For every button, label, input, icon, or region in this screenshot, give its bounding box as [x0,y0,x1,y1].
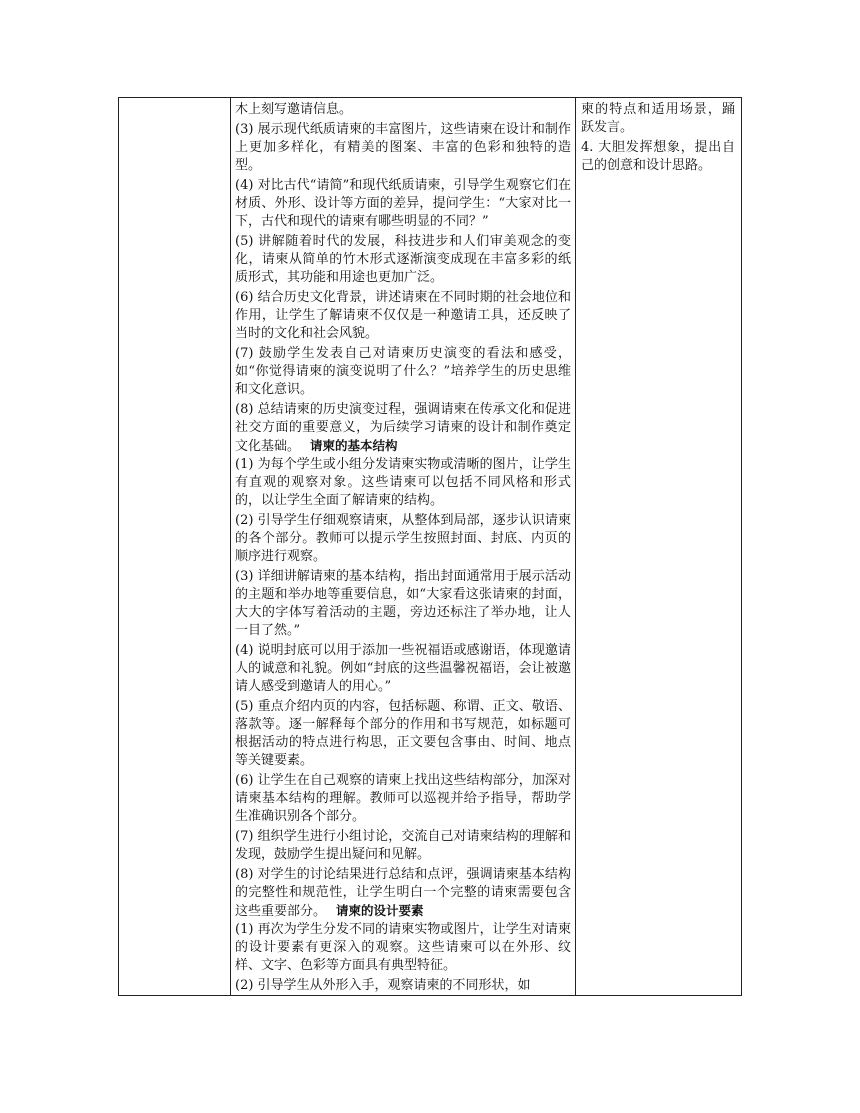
paragraph-text: (8) 总结请柬的历史演变过程，强调请柬在传承文化和促进社交方面的重要意义，为后续学习请柬的设计和制作奠定文化基础。 [235,402,571,454]
paragraph-text: (8) 对学生的讨论结果进行总结和点评，强调请柬基本结构的完整性和规范性，让学生明白一个完整的请柬需要包含这些重要部分。 [235,867,571,919]
paragraph: (2) 引导学生仔细观察请柬，从整体到局部，逐步认识请柬的各个部分。教师可以提示学生按照封面、封底、内页的顺序进行观察。 [235,513,571,564]
paragraph: (2) 引导学生从外形入手，观察请柬的不同形状，如 [235,978,531,993]
paragraph: (7) 鼓励学生发表自己对请柬历史演变的看法和感受，如“你觉得请柬的演变说明了什么？”培养学生的历史思维和文化意识。 [235,346,571,397]
section-heading: 请柬的设计要素 [336,903,424,918]
paragraph: 4. 大胆发挥想象，提出自己的创意和设计思路。 [581,140,735,173]
paragraph [235,866,571,921]
paragraph: (6) 让学生在自己观察的请柬上找出这些结构部分，加深对请柬基本结构的理解。教师可以巡视并给予指导，帮助学生准确识别各个部分。 [235,773,571,824]
paragraph: (7) 组织学生进行小组讨论，交流自己对请柬结构的理解和发现，鼓励学生提出疑问和见解。 [235,829,571,862]
paragraph: (4) 说明封底可以用于添加一些祝福语或感谢语，体现邀请人的诚意和礼貌。例如“封底的这些温馨祝福语，会让被邀请人感受到邀请人的用心。” [235,643,571,694]
paragraph: (3) 展示现代纸质请柬的丰富图片，这些请柬在设计和制作上更加多样化，有精美的图案、丰富的色彩和独特的造型。 [235,122,571,173]
paragraph: 柬的特点和适用场景，踊跃发言。 [581,102,735,135]
column-divider [575,98,576,995]
lesson-plan-table [118,97,742,996]
paragraph: (4) 对比古代“请简”和现代纸质请柬，引导学生观察它们在材质、外形、设计等方面的差异，提问学生：“大家对比一下，古代和现代的请柬有哪些明显的不同？” [235,178,571,229]
column-divider [230,98,231,995]
paragraph: (5) 讲解随着时代的发展，科技进步和人们审美观念的变化，请柬从简单的竹木形式逐渐演变成现在丰富多彩的纸质形式，其功能和用途也更加广泛。 [235,234,571,285]
paragraph: (5) 重点介绍内页的内容，包括标题、称谓、正文、敬语、落款等。逐一解释每个部分的作用和书写规范，如标题可根据活动的特点进行构思，正文要包含事由、时间、地点等关键要素。 [235,699,571,768]
teaching-content-cell [235,101,571,995]
paragraph: (6) 结合历史文化背景，讲述请柬在不同时期的社会地位和作用，让学生了解请柬不仅仅是一种邀请工具，还反映了当时的文化和社会风貌。 [235,290,571,341]
paragraph: (1) 为每个学生或小组分发请柬实物或清晰的图片，让学生有直观的观察对象。这些请柬可以包括不同风格和形式的，以让学生全面了解请柬的结构。 [235,457,571,508]
student-activity-cell [581,101,735,175]
section-heading: 请柬的基本结构 [310,438,398,453]
paragraph: (3) 详细讲解请柬的基本结构，指出封面通常用于展示活动的主题和举办地等重要信息，如“大家看这张请柬的封面，大大的字体写着活动的主题，旁边还标注了举办地，让人一目了然。” [235,569,571,638]
paragraph: (1) 再次为学生分发不同的请柬实物或图片，让学生对请柬的设计要素有更深入的观察。这些请柬可以在外形、纹样、文字、色彩等方面具有典型特征。 [235,922,571,973]
paragraph: 木上刻写邀请信息。 [235,102,353,117]
paragraph [235,401,571,456]
